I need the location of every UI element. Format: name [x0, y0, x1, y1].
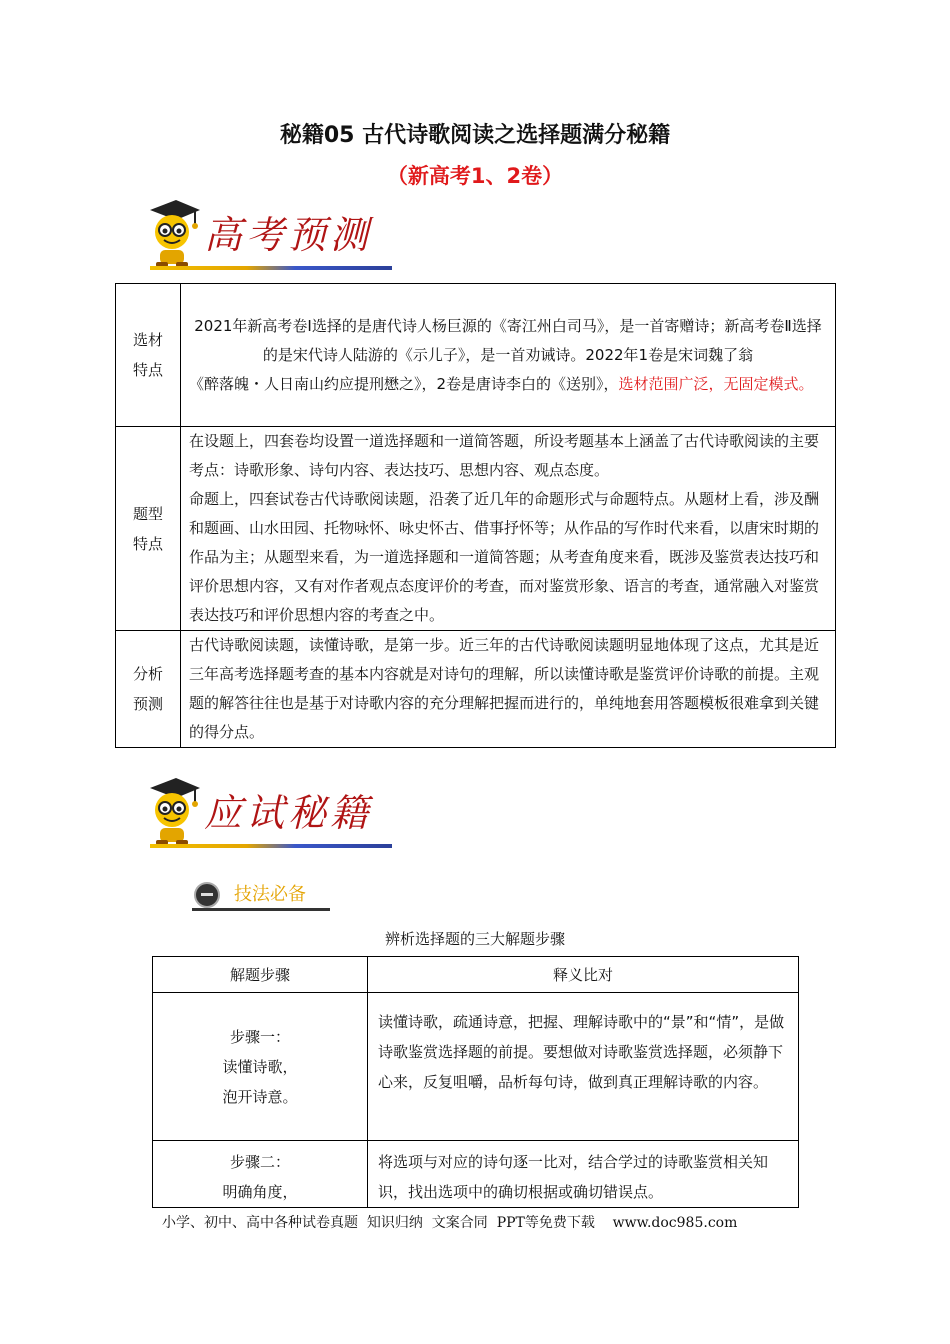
- row-content: 在设题上，四套卷均设置一道选择题和一道简答题，所设考题基本上涵盖了古代诗歌阅读的主要考点：诗歌形象、诗句内容、表达技巧、思想内容、观点态度。 命题上，四套试卷古代诗歌阅读题，沿袭了近几年的命题形式与命题特点。从题材上看，涉及酬和题画、山水田园、托物咏怀、咏史怀古、借事抒怀等；从作品的写作时代来看，以唐宋时期的作品为主；从题型来看，为一道选择题和一道简答题；从考查角度来看，既涉及鉴赏表达技巧和评价思想内容，又有对作者观点态度评价的考查，而对鉴赏形象、语言的考查，通常融入对鉴赏表达技巧和评价思想内容的考查之中。: [181, 427, 836, 631]
- steps-table: [152, 956, 799, 1208]
- row-content: 古代诗歌阅读题，读懂诗歌，是第一步。近三年的古代诗歌阅读题明显地体现了这点，尤其是近三年高考选择题考查的基本内容就是对诗句的理解，所以读懂诗歌是鉴赏评价诗歌的前提。主观题的解答往往也是基于对诗歌内容的充分理解把握而进行的，单纯地套用答题模板很难拿到关键的得分点。: [181, 631, 836, 748]
- banner-yingshi-miji: [142, 776, 392, 848]
- graduate-mascot-icon: [142, 198, 202, 270]
- section-underline: [192, 908, 330, 911]
- table-row: [116, 427, 836, 631]
- row-label: 题型 特点: [116, 427, 181, 631]
- step-cell: 步骤一： 读懂诗歌， 泡开诗意。: [153, 993, 368, 1141]
- page-title: 秘籍05 古代诗歌阅读之选择题满分秘籍: [279, 123, 671, 148]
- page-footer: 小学、初中、高中各种试卷真题 知识归纳 文案合同 PPT等免费下载 www.doc985.com: [162, 1215, 738, 1231]
- row-content: 2021年新高考卷Ⅰ选择的是唐代诗人杨巨源的《寄江州白司马》，是一首寄赠诗；新高考卷Ⅱ选择的是宋代诗人陆游的《示儿子》，是一首劝诫诗。2022年1卷是宋词魏了翁 《醉落魄・人日南山约应提刑懋之》，2卷是唐诗李白的《送别》，选材范围广泛，无固定模式。: [181, 284, 836, 427]
- row-label: 选材 特点: [116, 284, 181, 427]
- banner-title: 高考预测: [204, 213, 373, 257]
- banner-underline: [150, 844, 392, 848]
- table-header-row: [153, 957, 799, 993]
- banner-underline: [150, 266, 392, 270]
- column-header: 解题步骤: [153, 957, 368, 993]
- step-description: 将选项与对应的诗句逐一比对，结合学过的诗歌鉴赏相关知识，找出选项中的确切根据或确切错误点。: [368, 1141, 799, 1208]
- table-row: [153, 993, 799, 1141]
- highlight-text: 选材范围广泛，无固定模式。: [618, 374, 814, 393]
- page-subtitle: （新高考1、2卷）: [386, 164, 564, 188]
- prediction-table: [115, 283, 836, 748]
- banner-gaokao-yuce: [142, 198, 392, 270]
- row-label: 分析 预测: [116, 631, 181, 748]
- column-header: 释义比对: [368, 957, 799, 993]
- section-title: 技法必备: [234, 884, 306, 905]
- graduate-mascot-icon: [142, 776, 202, 848]
- step-description: 读懂诗歌，疏通诗意，把握、理解诗歌中的“景”和“情”，是做诗歌鉴赏选择题的前提。要想做对诗歌鉴赏选择题，必须静下心来，反复咀嚼，品析每句诗，做到真正理解诗歌的内容。: [368, 993, 799, 1141]
- table-row: [116, 631, 836, 748]
- table-caption: 辨析选择题的三大解题步骤: [384, 930, 565, 948]
- table-row: [153, 1141, 799, 1208]
- section-heading: [192, 878, 332, 912]
- step-cell: 步骤二： 明确角度，: [153, 1141, 368, 1208]
- table-row: [116, 284, 836, 427]
- section-bullet-icon: [194, 882, 220, 908]
- banner-title: 应试秘籍: [204, 791, 373, 835]
